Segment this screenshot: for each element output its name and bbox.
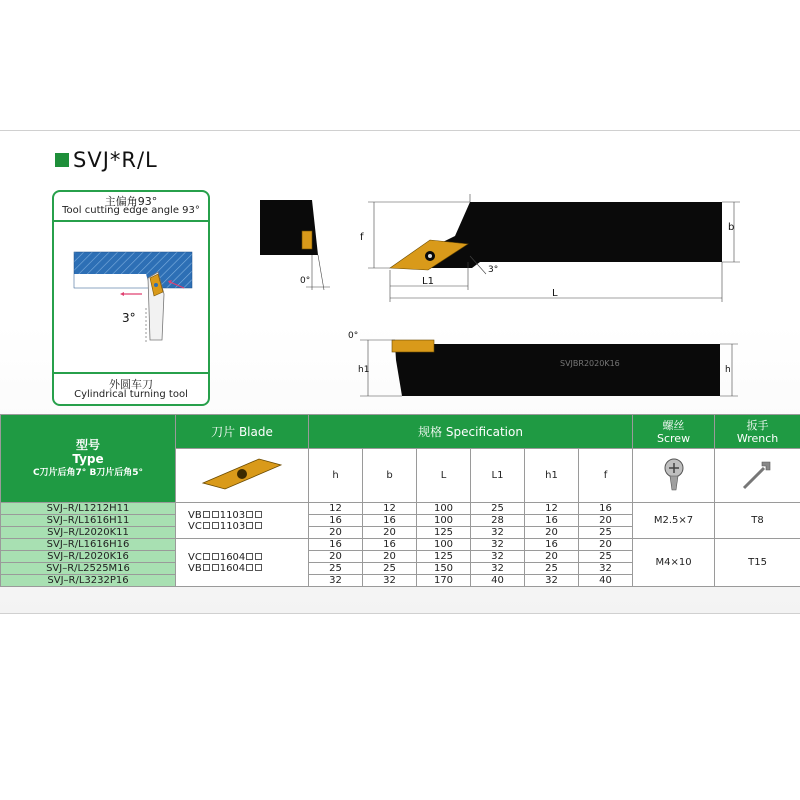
cell-L: 125 bbox=[417, 551, 471, 563]
cell-h1: 16 bbox=[525, 515, 579, 527]
cell-b: 16 bbox=[363, 539, 417, 551]
screw-header-en: Screw bbox=[656, 431, 691, 445]
cell-L1: 40 bbox=[471, 575, 525, 587]
model-cell: SVJ–R/L3232P16 bbox=[1, 575, 176, 587]
cell-f: 25 bbox=[579, 527, 633, 539]
cell-f: 20 bbox=[579, 515, 633, 527]
blade-header: 刀片 Blade bbox=[176, 415, 309, 449]
cell-f: 16 bbox=[579, 503, 633, 515]
cell-b: 20 bbox=[363, 551, 417, 563]
side-view-zero-deg: 0° bbox=[348, 331, 359, 341]
dim-b-top-label: b bbox=[728, 222, 735, 233]
cell-L1: 28 bbox=[471, 515, 525, 527]
dim-f-label: f bbox=[360, 232, 364, 243]
col-header-L1: L1 bbox=[471, 449, 525, 503]
type-header-en: Type bbox=[72, 451, 104, 466]
col-header-L: L bbox=[417, 449, 471, 503]
cell-h: 32 bbox=[309, 575, 363, 587]
wrench-image-cell bbox=[715, 449, 800, 503]
screw-group-2: M4×10 bbox=[633, 539, 715, 587]
wrench-header-en: Wrench bbox=[736, 431, 779, 445]
dim-h1-label: h1 bbox=[358, 365, 370, 375]
blade-line-vb1604: VB 1604 bbox=[188, 563, 308, 574]
angle-label-3deg: 3° bbox=[122, 311, 136, 325]
cell-h1: 20 bbox=[525, 551, 579, 563]
cell-h: 12 bbox=[309, 503, 363, 515]
wrench-group-2: T15 bbox=[715, 539, 800, 587]
screw-group-1: M2.5×7 bbox=[633, 503, 715, 539]
wrench-header-cn: 扳手 bbox=[746, 418, 769, 432]
model-cell: SVJ–R/L1212H11 bbox=[1, 503, 176, 515]
wrench-header bbox=[715, 415, 800, 449]
cell-h1: 20 bbox=[525, 527, 579, 539]
model-cell: SVJ–R/L2525M16 bbox=[1, 563, 176, 575]
cell-L1: 25 bbox=[471, 503, 525, 515]
tool-top-view-drawing bbox=[360, 190, 760, 310]
cell-b: 20 bbox=[363, 527, 417, 539]
wrench-group-1: T8 bbox=[715, 503, 800, 539]
model-cell: SVJ–R/L2020K11 bbox=[1, 527, 176, 539]
cell-L1: 32 bbox=[471, 527, 525, 539]
cell-h1: 12 bbox=[525, 503, 579, 515]
cell-L1: 32 bbox=[471, 563, 525, 575]
cell-h1: 16 bbox=[525, 539, 579, 551]
screw-header-cn: 螺丝 bbox=[662, 418, 685, 432]
cell-h: 16 bbox=[309, 515, 363, 527]
dim-L1-label: L1 bbox=[422, 276, 434, 287]
panel-divider-bottom bbox=[54, 372, 208, 374]
workpiece-cutting-illustration bbox=[54, 222, 210, 372]
cell-h1: 25 bbox=[525, 563, 579, 575]
cell-L: 150 bbox=[417, 563, 471, 575]
blade-line-vb1103: VB 1103 bbox=[188, 510, 308, 521]
model-cell: SVJ–R/L2020K16 bbox=[1, 551, 176, 563]
type-header bbox=[1, 415, 176, 503]
cell-b: 16 bbox=[363, 515, 417, 527]
dim-3deg-label: 3° bbox=[488, 265, 499, 275]
type-header-note: C刀片后角7° B刀片后角5° bbox=[32, 467, 144, 478]
cell-f: 40 bbox=[579, 575, 633, 587]
cell-h: 25 bbox=[309, 563, 363, 575]
cell-f: 25 bbox=[579, 551, 633, 563]
cell-h1: 32 bbox=[525, 575, 579, 587]
title-text: SVJ*R/L bbox=[73, 148, 158, 172]
turning-tool-cn: 外圆车刀 bbox=[109, 378, 153, 391]
cell-L1: 32 bbox=[471, 539, 525, 551]
table-row bbox=[1, 503, 800, 515]
cell-L: 100 bbox=[417, 503, 471, 515]
wrench-icon bbox=[738, 454, 778, 494]
specification-header: 规格 Specification bbox=[309, 415, 633, 449]
dim-h-label: h bbox=[725, 365, 731, 375]
screw-icon bbox=[654, 454, 694, 494]
blade-line-vc1103: VC 1103 bbox=[188, 521, 308, 532]
cell-h: 20 bbox=[309, 551, 363, 563]
title-marker-square bbox=[55, 153, 69, 167]
cell-b: 32 bbox=[363, 575, 417, 587]
blade-line-vc1604: VC 1604 bbox=[188, 552, 308, 563]
shank-marking: SVJBR2020K16 bbox=[560, 359, 620, 368]
cell-b: 25 bbox=[363, 563, 417, 575]
blade-insert-image-cell bbox=[176, 449, 309, 503]
blade-group-1103 bbox=[176, 503, 309, 539]
col-header-b: b bbox=[363, 449, 417, 503]
cell-L1: 32 bbox=[471, 551, 525, 563]
type-header-cn: 型号 bbox=[75, 437, 100, 452]
angle-title-cn: 主偏角93° bbox=[104, 195, 158, 208]
screw-header bbox=[633, 415, 715, 449]
insert-icon bbox=[197, 453, 287, 495]
model-cell: SVJ–R/L1616H11 bbox=[1, 515, 176, 527]
cell-h: 20 bbox=[309, 527, 363, 539]
specification-table bbox=[0, 414, 800, 587]
turning-tool-en: Cylindrical turning tool bbox=[74, 389, 188, 400]
cell-L: 100 bbox=[417, 515, 471, 527]
cell-L: 125 bbox=[417, 527, 471, 539]
product-title bbox=[55, 148, 158, 172]
cell-f: 20 bbox=[579, 539, 633, 551]
tool-side-view-drawing bbox=[340, 326, 760, 410]
cell-L: 170 bbox=[417, 575, 471, 587]
cell-b: 12 bbox=[363, 503, 417, 515]
model-cell: SVJ–R/L1616H16 bbox=[1, 539, 176, 551]
blade-group-1604 bbox=[176, 539, 309, 587]
cell-L: 100 bbox=[417, 539, 471, 551]
cutting-angle-panel bbox=[52, 190, 210, 406]
end-view-drawing bbox=[250, 195, 330, 295]
col-header-h: h bbox=[309, 449, 363, 503]
col-header-f: f bbox=[579, 449, 633, 503]
cell-h: 16 bbox=[309, 539, 363, 551]
screw-image-cell bbox=[633, 449, 715, 503]
cell-f: 32 bbox=[579, 563, 633, 575]
angle-title-en: Tool cutting edge angle 93° bbox=[62, 205, 200, 216]
end-view-zero-deg: 0° bbox=[300, 276, 311, 286]
table-row bbox=[1, 539, 800, 551]
dim-L-label: L bbox=[552, 288, 558, 299]
col-header-h1: h1 bbox=[525, 449, 579, 503]
